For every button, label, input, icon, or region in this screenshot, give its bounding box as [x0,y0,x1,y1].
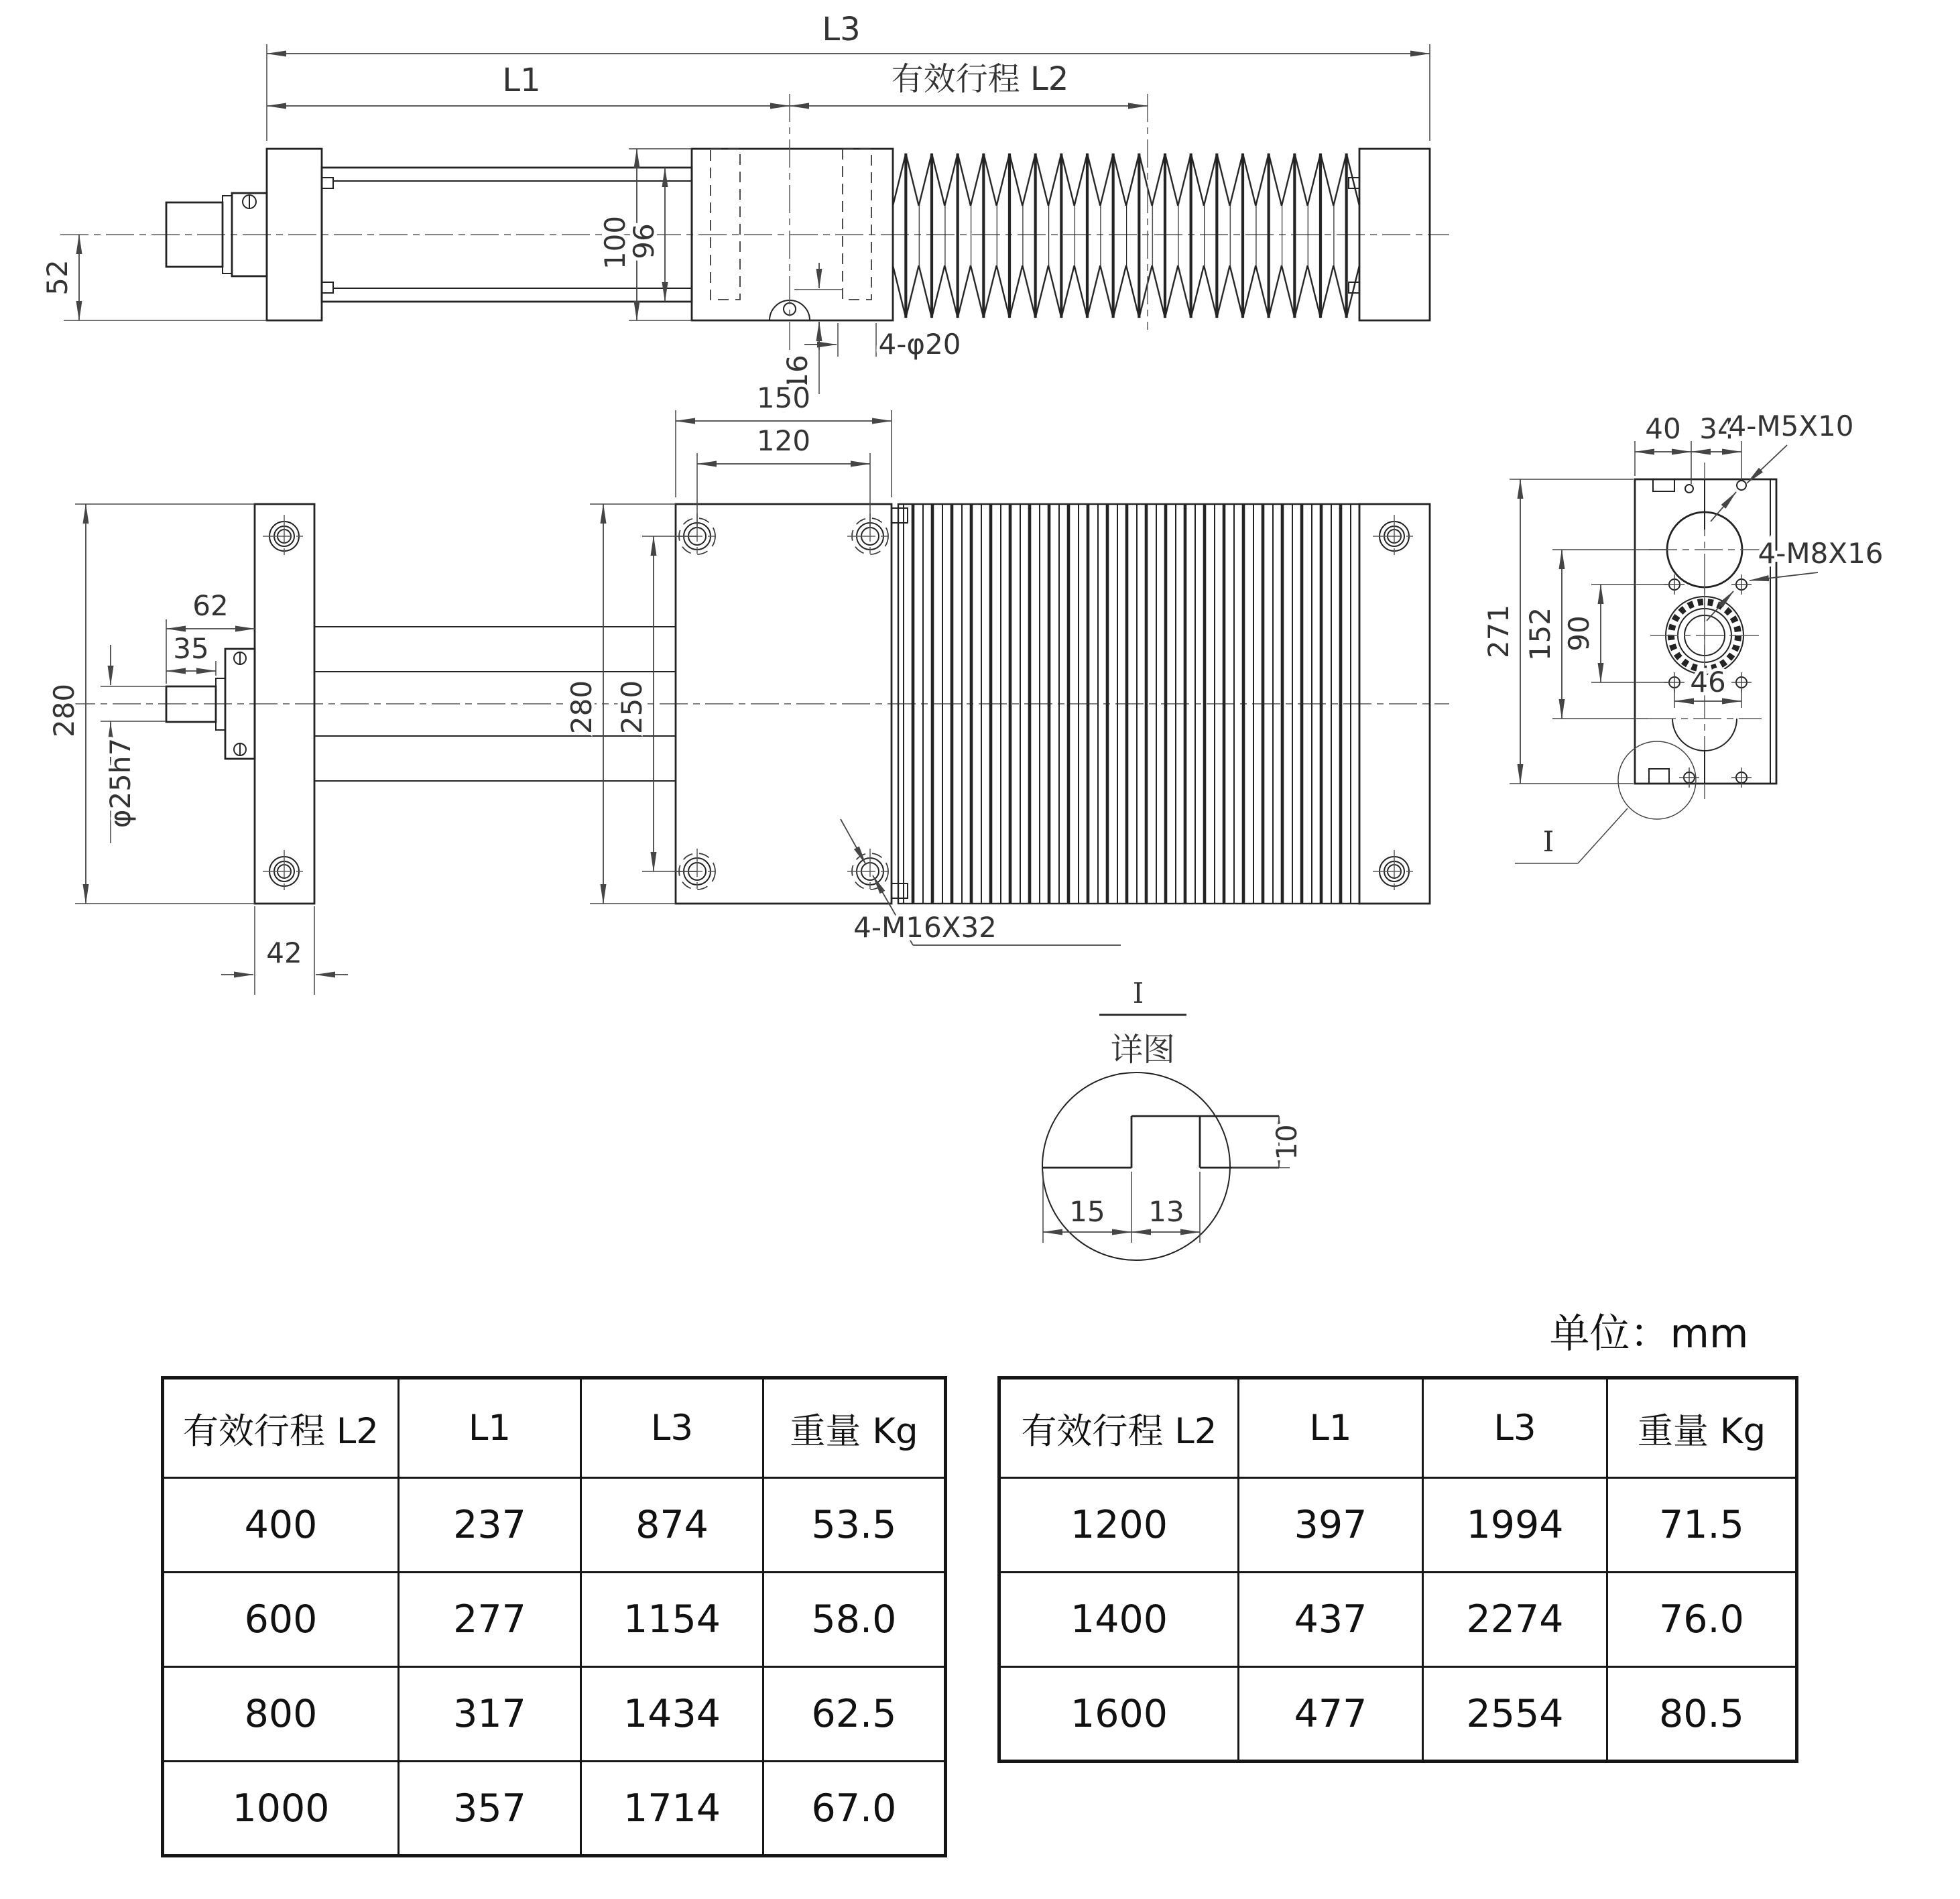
dim-52 [41,235,267,320]
dim-label-42: 42 [266,936,302,969]
dim-271 [1482,479,1634,784]
dim-96 [627,168,665,302]
dim-120 [697,424,870,527]
plan-view [48,381,1449,995]
col-header-l3: L3 [1423,1378,1607,1478]
end-view [1482,410,1884,863]
leader-4xM5 [1711,410,1854,522]
dim-rod-dia [101,645,166,843]
col-header-l1: L1 [1239,1378,1423,1478]
dim-L3 [267,11,1430,141]
dim-label-4xD20: 4-φ20 [878,328,961,361]
dim-label-15: 15 [1069,1195,1105,1228]
dim-label-16: 16 [781,355,814,391]
dim-L1 [267,62,790,106]
table-row: 1400 437 2274 76.0 [999,1573,1797,1667]
dim-label-152: 152 [1524,607,1556,662]
dim-label-4xM5: 4-M5X10 [1728,410,1854,442]
detail-view [1042,977,1303,1260]
table-row: 1000 357 1714 67.0 [163,1762,946,1856]
dim-label-150: 150 [756,381,811,414]
dim-label-34: 34 [1699,412,1735,445]
dim-40-34 [1635,412,1741,484]
col-header-stroke: 有效行程 L2 [163,1378,399,1478]
m5-screw [1737,481,1746,490]
table-row: 1600 477 2554 80.5 [999,1667,1797,1762]
col-header-l1: L1 [399,1378,581,1478]
bellows [898,504,1359,904]
dim-label-4xM8: 4-M8X16 [1758,537,1884,570]
step-profile [1043,1116,1279,1168]
dim-label-280-body: 280 [565,680,598,735]
detail-title-caption: 详图 [1110,1031,1176,1068]
dim-13 [1131,1172,1200,1243]
end-body [1635,479,1776,784]
dim-15 [1043,1172,1131,1243]
dim-label-10: 10 [1270,1124,1303,1160]
spec-table-right [997,1376,1798,1763]
dim-152 [1524,550,1667,719]
dim-label-46: 46 [1690,666,1726,698]
dim-label-4xM16: 4-M16X32 [853,911,997,944]
dim-label-120: 120 [756,424,811,457]
dim-label-40: 40 [1645,412,1681,445]
table-row: 1200 397 1994 71.5 [999,1478,1797,1573]
top-view [41,11,1449,394]
dim-label-rod-dia: φ25h7 [104,737,137,829]
dim-35 [166,632,216,676]
dim-label-250: 250 [615,680,648,735]
dim-label-96: 96 [627,223,660,259]
detail-ref-label: I [1542,825,1554,858]
col-header-stroke: 有效行程 L2 [999,1378,1239,1478]
dim-label-stroke-L2: 有效行程 L2 [891,60,1069,98]
detail-reference [1515,808,1628,863]
detail-title-mark: I [1132,977,1144,1009]
dim-label-90: 90 [1563,615,1595,652]
table-row: 400 237 874 53.5 [163,1478,946,1573]
key-notch-top [1653,479,1674,491]
dim-label-280-plate: 280 [48,683,80,738]
spec-table-left [161,1376,947,1857]
dim-42 [221,906,348,995]
col-header-l3: L3 [581,1378,763,1478]
col-header-weight: 重量 Kg [1607,1378,1797,1478]
dim-16 [781,263,843,394]
dim-4xD20 [804,323,961,361]
dim-label-13: 13 [1148,1195,1184,1228]
dim-label-L3: L3 [822,11,861,48]
table-row: 600 277 1154 58.0 [163,1573,946,1667]
key-notch-bottom [1649,769,1669,784]
dim-label-271: 271 [1482,604,1515,659]
col-header-weight: 重量 Kg [763,1378,946,1478]
table-row: 800 317 1434 62.5 [163,1667,946,1762]
units-note: 单位：mm [1549,1310,1749,1357]
dim-label-100: 100 [599,215,631,270]
bellows [893,151,1359,320]
dim-10 [1232,1116,1303,1168]
dim-label-62: 62 [192,589,229,622]
dim-90 [1563,585,1668,682]
dim-label-35: 35 [173,632,209,665]
dim-label-L1: L1 [502,62,541,99]
dim-label-52: 52 [41,259,74,296]
dim-46 [1674,666,1741,708]
